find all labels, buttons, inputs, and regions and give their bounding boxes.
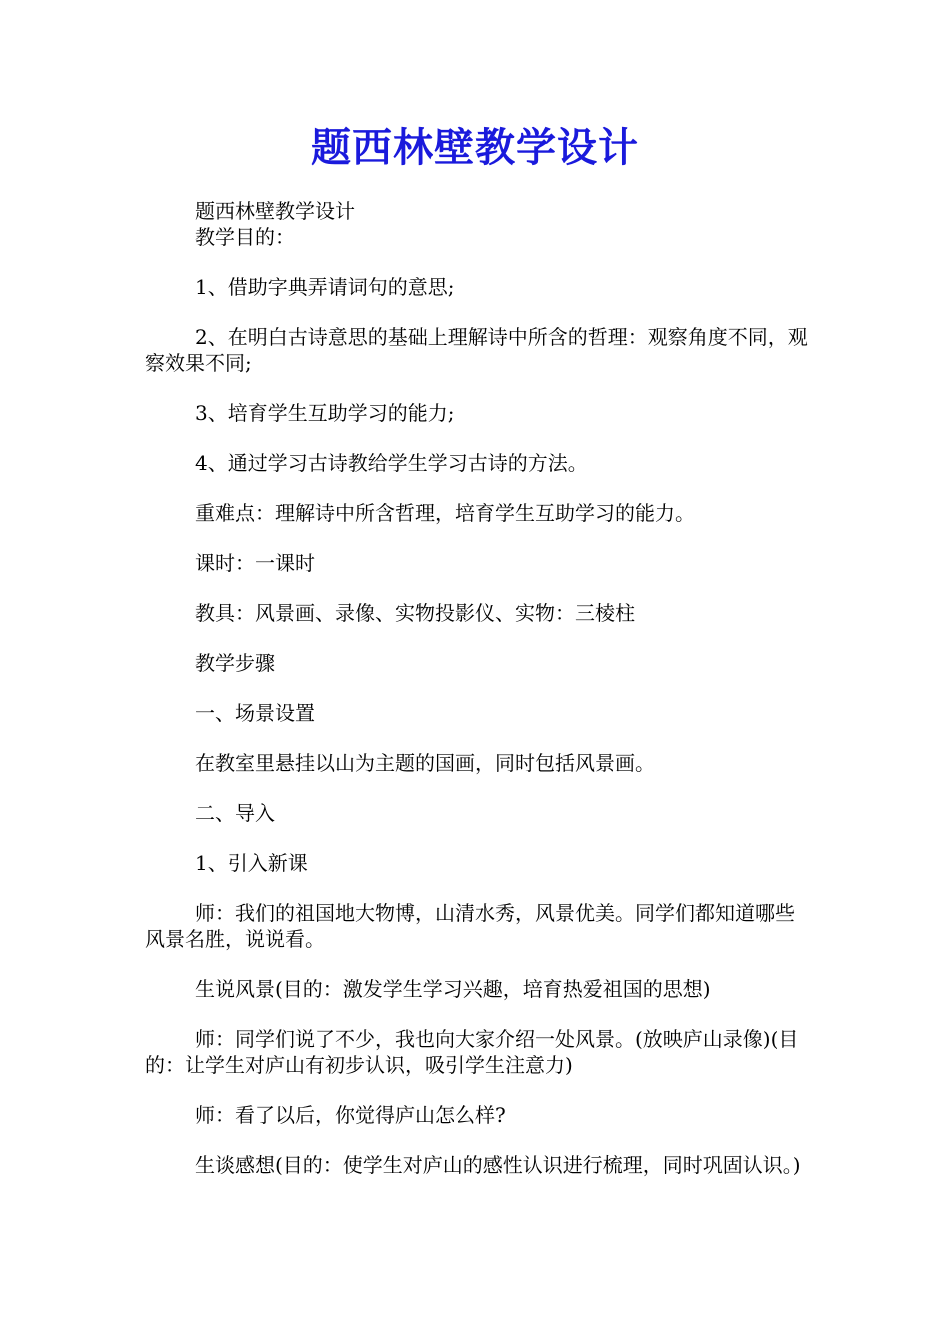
paragraph-objective-3: 3、培育学生互助学习的能力; (195, 401, 455, 425)
paragraph-steps-heading: 教学步骤 (195, 651, 275, 675)
paragraph-teacher-2: 师：同学们说了不少，我也向大家介绍一处风景。(放映庐山录像)(目的：让学生对庐山有初步认识，吸引学生注意力) (145, 1027, 799, 1077)
paragraph-teaching-aids: 教具：风景画、录像、实物投影仪、实物：三棱柱 (195, 601, 635, 625)
paragraph-teacher-1: 师：我们的祖国地大物博，山清水秀，风景优美。同学们都知道哪些风景名胜，说说看。 (145, 901, 795, 951)
paragraph-objective-2: 2、在明白古诗意思的基础上理解诗中所含的哲理：观察角度不同，观察效果不同; (145, 325, 808, 375)
paragraph-objective-4: 4、通过学习古诗教给学生学习古诗的方法。 (195, 451, 588, 475)
paragraph-student-1: 生说风景(目的：激发学生学习兴趣，培育热爱祖国的思想) (195, 977, 711, 1001)
paragraph-section-1: 一、场景设置 (195, 701, 315, 725)
paragraph-classroom-setup: 在教室里悬挂以山为主题的国画，同时包括风景画。 (195, 751, 655, 775)
paragraph-objective-1: 1、借助字典弄请词句的意思; (195, 275, 455, 299)
paragraph-student-2: 生谈感想(目的：使学生对庐山的感性认识进行梳理，同时巩固认识。) (195, 1153, 801, 1177)
paragraph-objectives-heading: 教学目的： (195, 225, 295, 249)
paragraph-class-hours: 课时：一课时 (195, 551, 315, 575)
document-body (145, 198, 810, 1178)
paragraph-new-lesson: 1、引入新课 (195, 851, 308, 875)
paragraph-section-2: 二、导入 (195, 801, 275, 825)
paragraph-key-points: 重难点：理解诗中所含哲理，培育学生互助学习的能力。 (195, 501, 695, 525)
paragraph-teacher-3: 师：看了以后，你觉得庐山怎么样? (195, 1103, 506, 1127)
document-title: 题西林壁教学设计 (311, 125, 639, 171)
paragraph-subtitle: 题西林壁教学设计 (195, 199, 355, 223)
